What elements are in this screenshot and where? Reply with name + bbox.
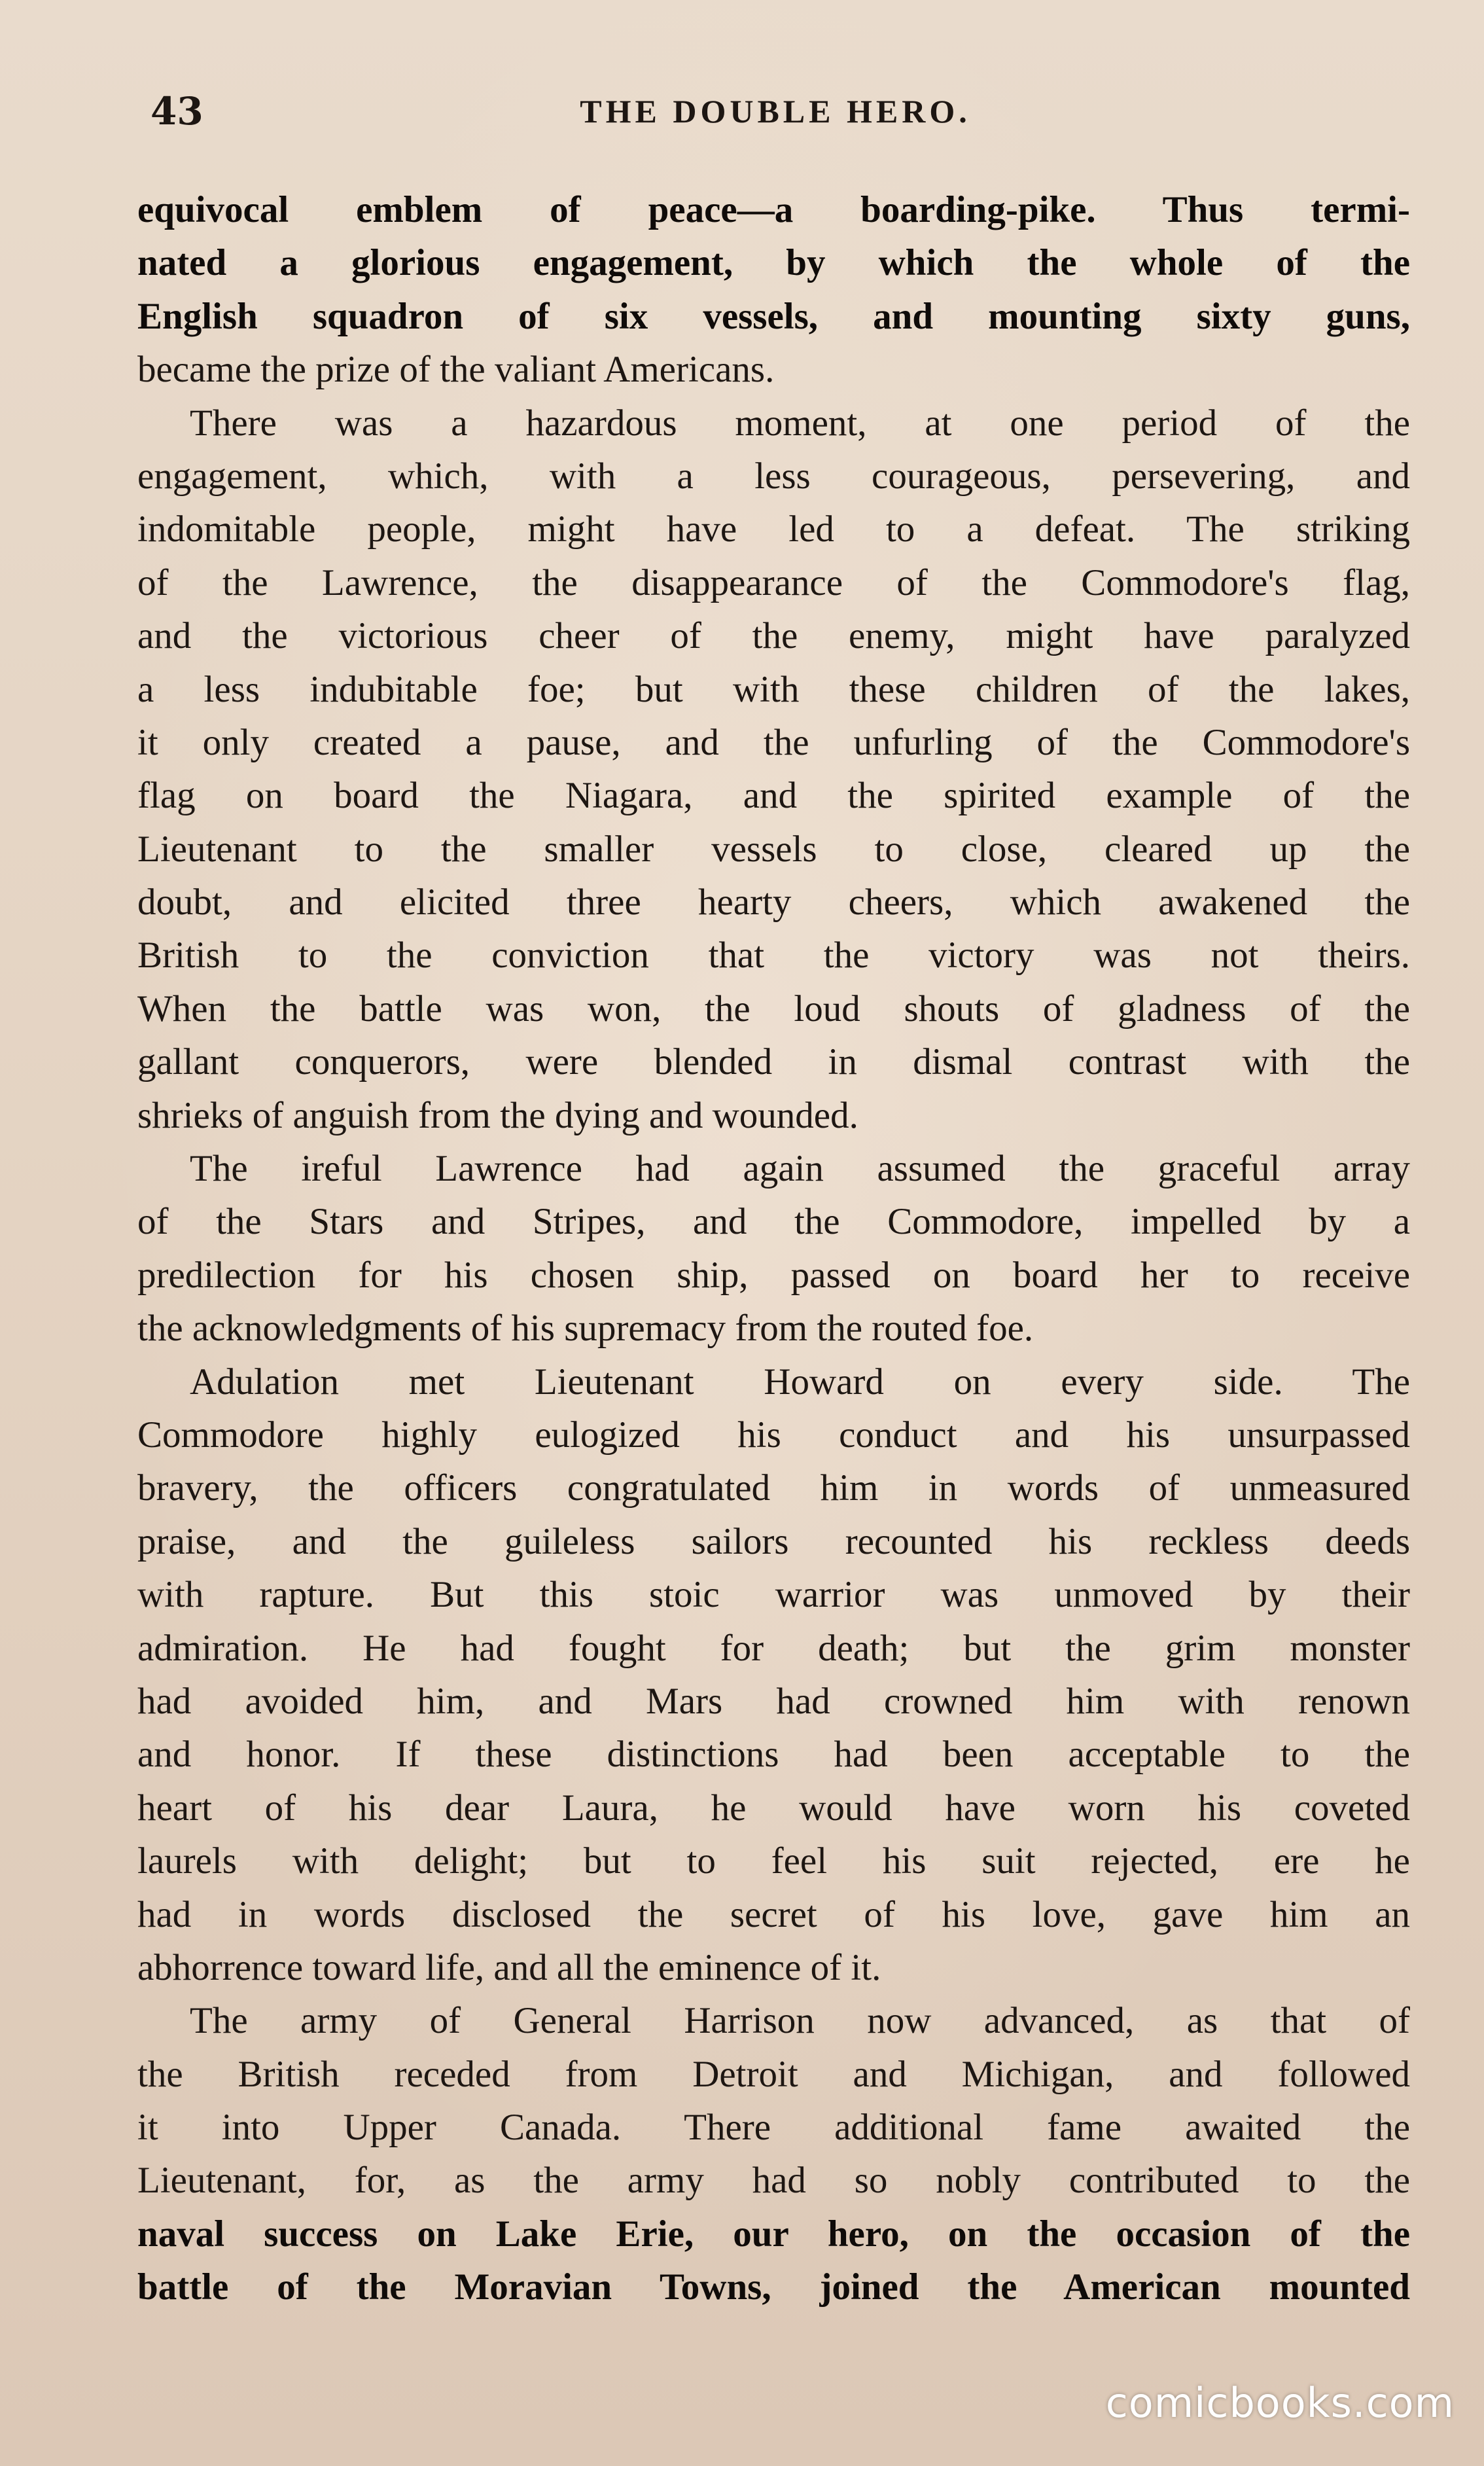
site-watermark: comicbooks.com xyxy=(1105,2379,1455,2427)
text-line: naval success on Lake Erie, our hero, on the occasion of the xyxy=(137,2213,1410,2255)
body-text xyxy=(137,183,1410,2314)
text-line: had avoided him, and Mars had crowned him with renown xyxy=(137,1680,1410,1722)
text-line: gallant conquerors, were blended in dismal contrast with the xyxy=(137,1041,1410,1083)
text-line: had in words disclosed the secret of his love, gave him an xyxy=(137,1893,1410,1935)
text-line: heart of his dear Laura, he would have worn his coveted xyxy=(137,1787,1410,1829)
text-line: British to the conviction that the victory was not theirs. xyxy=(137,935,1410,976)
text-line: and the victorious cheer of the enemy, might have paralyzed xyxy=(137,615,1410,657)
text-line: a less indubitable foe; but with these children of the lakes, xyxy=(137,668,1410,710)
text-line: The army of General Harrison now advanced, as that of xyxy=(190,2000,1410,2042)
text-line: admiration. He had fought for death; but the grim monster xyxy=(137,1627,1410,1669)
text-line: nated a glorious engagement, by which the whole of the xyxy=(137,242,1410,284)
page-header xyxy=(144,85,1407,137)
text-line: the acknowledgments of his supremacy from the routed foe. xyxy=(137,1308,1034,1349)
text-line: shrieks of anguish from the dying and wounded. xyxy=(137,1094,858,1136)
text-line: English squadron of six vessels, and mounting sixty guns, xyxy=(137,295,1410,337)
text-line: flag on board the Niagara, and the spirited example of the xyxy=(137,775,1410,817)
page-number: 43 xyxy=(150,89,203,134)
text-line: abhorrence toward life, and all the eminence of it. xyxy=(137,1946,881,1988)
text-line: battle of the Moravian Towns, joined the American mounted xyxy=(137,2266,1410,2308)
text-line: the British receded from Detroit and Michigan, and followed xyxy=(137,2053,1410,2095)
text-line: praise, and the guileless sailors recounted his reckless deeds xyxy=(137,1520,1410,1562)
text-line: equivocal emblem of peace—a boarding-pike. Thus termi- xyxy=(137,189,1410,230)
text-line: became the prize of the valiant Americans. xyxy=(137,349,775,391)
text-line: Commodore highly eulogized his conduct and his unsurpassed xyxy=(137,1414,1410,1456)
text-line: Lieutenant to the smaller vessels to close, cleared up the xyxy=(137,828,1410,870)
text-line: it only created a pause, and the unfurling of the Commodore's xyxy=(137,721,1410,763)
text-line: engagement, which, with a less courageous, persevering, and xyxy=(137,455,1410,497)
text-line: of the Lawrence, the disappearance of the Commodore's flag, xyxy=(137,562,1410,603)
text-line: Adulation met Lieutenant Howard on every side. The xyxy=(190,1361,1410,1403)
text-line: When the battle was won, the loud shouts of gladness of the xyxy=(137,988,1410,1029)
text-line: laurels with delight; but to feel his suit rejected, ere he xyxy=(137,1840,1410,1882)
running-title: THE DOUBLE HERO. xyxy=(580,93,971,130)
text-line: indomitable people, might have led to a defeat. The striking xyxy=(137,509,1410,550)
text-line: The ireful Lawrence had again assumed the graceful array xyxy=(190,1148,1410,1190)
text-line: it into Upper Canada. There additional fame awaited the xyxy=(137,2107,1410,2149)
text-line: Lieutenant, for, as the army had so nobly contributed to the xyxy=(137,2160,1410,2202)
text-line: of the Stars and Stripes, and the Commodore, impelled by a xyxy=(137,1201,1410,1243)
text-line: and honor. If these distinctions had been acceptable to the xyxy=(137,1734,1410,1776)
text-line: doubt, and elicited three hearty cheers, which awakened the xyxy=(137,882,1410,923)
text-line: predilection for his chosen ship, passed on board her to receive xyxy=(137,1254,1410,1296)
text-line: with rapture. But this stoic warrior was unmoved by their xyxy=(137,1574,1410,1616)
text-line: bravery, the officers congratulated him in words of unmeasured xyxy=(137,1467,1410,1509)
text-line: There was a hazardous moment, at one period of the xyxy=(190,402,1410,444)
